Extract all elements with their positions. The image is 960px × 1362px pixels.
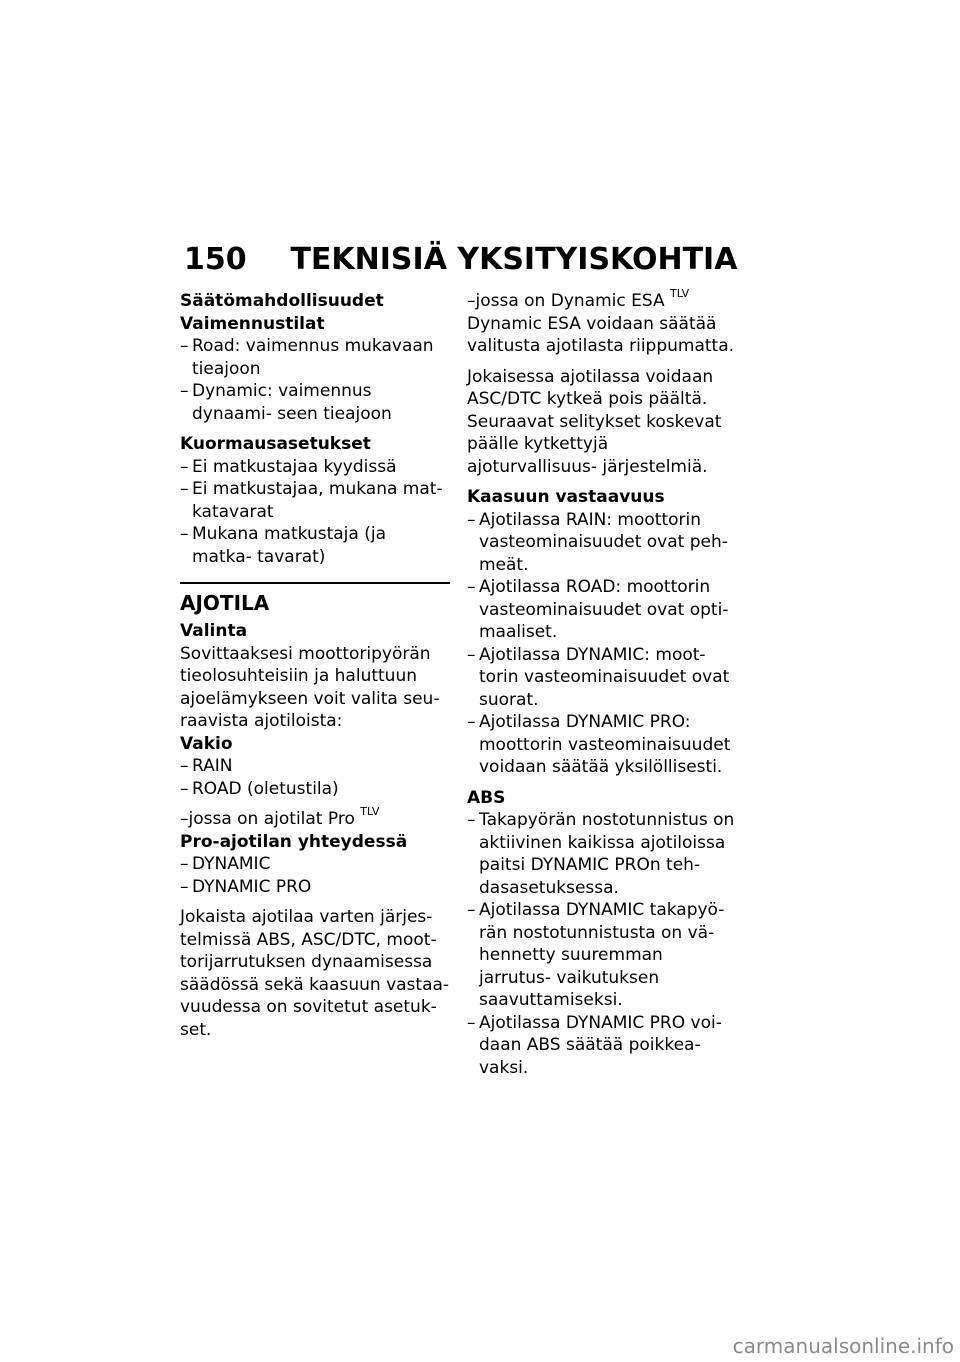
esa-note <box>467 287 737 313</box>
list-item: – Ajotilassa DYNAMIC PRO voi- daan ABS säätää poikkea- vaksi. <box>467 1012 737 1080</box>
list-item: – Ajotilassa DYNAMIC takapyö- rän nostotunnistusta on vä- hennetty suuremman jarrutus- vaikutuksen saavuttamiseksi. <box>467 899 737 1012</box>
list-item: – ROAD (oletustila) <box>180 778 450 801</box>
esa-text: Dynamic ESA voidaan säätää valitusta ajotilasta riippumatta. <box>467 313 735 356</box>
load-list <box>180 456 450 569</box>
pro-note-text: –jossa on ajotilat Pro <box>180 809 355 829</box>
list-item: – Ajotilassa ROAD: moottorin vasteominaisuudet ovat opti- maaliset. <box>467 576 737 644</box>
tlv-mark: TLV <box>360 805 380 819</box>
tlv-mark: TLV <box>670 287 690 301</box>
heading-standard: Vakio <box>180 733 233 754</box>
list-item: – RAIN <box>180 755 450 778</box>
heading-pro: Pro-ajotilan yhteydessä <box>180 831 408 852</box>
heading-selection: Valinta <box>180 621 248 641</box>
list-item: – Takapyörän nostotunnistus on aktiivinen kaikissa ajotiloissa paitsi DYNAMIC PROn teh- dasasetuksessa. <box>467 809 737 899</box>
list-item: – Road: vaimennus mukavaan tieajoon <box>180 335 450 380</box>
list-item: – Ajotilassa DYNAMIC PRO: moottorin vasteominaisuudet voidaan säätää yksilöllisesti. <box>467 711 737 779</box>
pro-note <box>180 805 450 831</box>
heading-settings: Säätömahdollisuudet <box>180 291 384 311</box>
list-item: – Ajotilassa DYNAMIC: moot- torin vasteominaisuudet ovat suorat. <box>467 644 737 712</box>
page-number: 150 <box>184 242 247 277</box>
pro-list <box>180 853 450 898</box>
list-item: – Ajotilassa RAIN: moottorin vasteominaisuudet ovat peh- meät. <box>467 509 737 577</box>
list-item: – Ei matkustajaa kyydissä <box>180 456 450 479</box>
abs-list <box>467 809 737 1079</box>
selection-text: Sovittaaksesi moottoripyörän tieolosuhteisiin ja haluttuun ajoelämykseen voit valita seu- raavista ajotiloista: <box>180 643 440 731</box>
list-item: – Dynamic: vaimennus dynaami- seen tieajoon <box>180 380 450 425</box>
list-item: – DYNAMIC PRO <box>180 876 450 899</box>
right-column <box>467 287 737 1079</box>
damping-list <box>180 335 450 425</box>
chapter-title: TEKNISIÄ YKSITYISKOHTIA <box>290 242 738 277</box>
left-column <box>180 290 450 1041</box>
list-item: – Mukana matkustaja (ja matka- tavarat) <box>180 523 450 568</box>
standard-list <box>180 755 450 800</box>
section-divider <box>180 582 450 584</box>
watermark: carmanualsonline.info <box>732 1334 954 1358</box>
section-title: AJOTILA <box>180 591 270 615</box>
heading-damping: Vaimennustilat <box>180 313 325 334</box>
list-item: – DYNAMIC <box>180 853 450 876</box>
heading-load: Kuormausasetukset <box>180 434 371 454</box>
asc-text: Jokaisessa ajotilassa voidaan ASC/DTC kytkeä pois päältä. Seuraavat selitykset koskevat päälle kytkettyjä ajoturvallisuus- järjestelmiä. <box>467 366 722 477</box>
heading-abs: ABS <box>467 787 506 808</box>
throttle-list <box>467 509 737 779</box>
mode-text: Jokaista ajotilaa varten järjes- telmissä ABS, ASC/DTC, moot- torijarrutuksen dynaamisessa säädössä sekä kaasuun vastaa- vuudessa on sovitetut asetuk- set. <box>180 907 450 1040</box>
heading-throttle: Kaasuun vastaavuus <box>467 487 665 507</box>
esa-note-text: –jossa on Dynamic ESA <box>467 291 665 311</box>
page-header <box>184 240 784 280</box>
list-item: – Ei matkustajaa, mukana mat- katavarat <box>180 478 450 523</box>
